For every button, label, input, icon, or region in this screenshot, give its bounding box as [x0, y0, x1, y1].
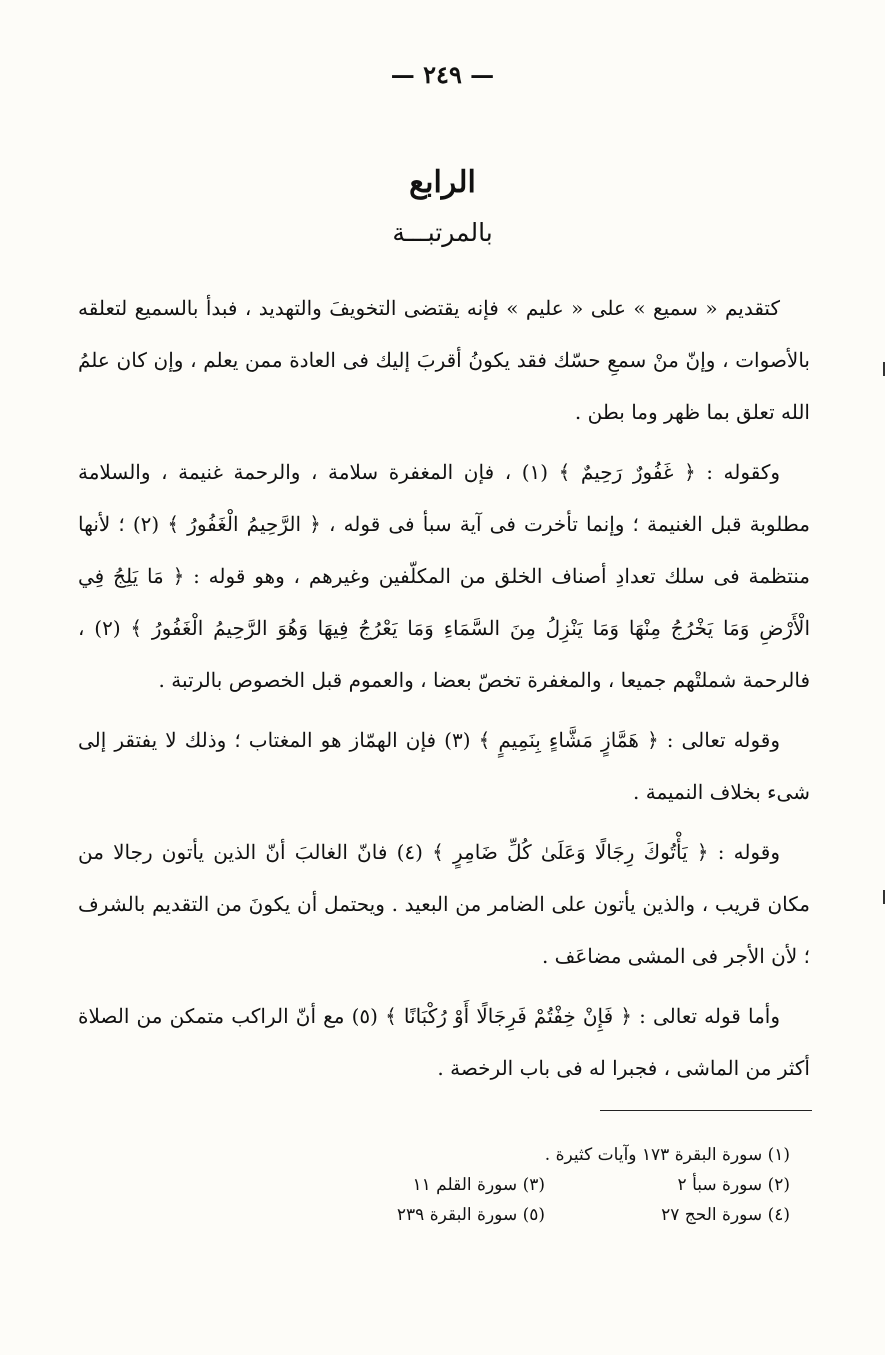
page-number: — ٢٤٩ — — [390, 60, 495, 89]
paragraph-2: وكقوله : ﴿ غَفُورٌ رَحِيمٌ ﴾ (١) ، فإن المغفرة سلامة ، والرحمة غنيمة ، والسلامة مطلوبة قبل الغنيمة ؛ وإنما تأخرت فى آية سبأ فى قوله ، ﴿ الرَّحِيمُ الْغَفُورُ ﴾ (٢) ؛ لأنها منتظمة فى سلك تعدادِ أصناف الخلق من المكلّفين وغيرهم ، وهو قوله : ﴿ مَا يَلِجُ فِي الْأَرْضِ وَمَا يَخْرُجُ مِنْهَا وَمَا يَنْزِلُ مِنَ السَّمَاءِ وَمَا يَعْرُجُ فِيهَا وَهُوَ الرَّحِيمُ الْغَفُورُ ﴾ (٢) ، فالرحمة شملتْهم جميعا ، والمغفرة تخصّ بعضا ، والعموم قبل الخصوص بالرتبة . — [78, 460, 810, 692]
paragraph-3: وقوله تعالى : ﴿ هَمَّازٍ مَشَّاءٍ بِنَمِيمٍ ﴾ (٣) فإن الهمّاز هو المغتاب ؛ وذلك لا يفتقر إلى شىء بخلاف النميمة . — [78, 728, 810, 804]
paragraph-4: وقوله : ﴿ يَأْتُوكَ رِجَالًا وَعَلَىٰ كُلِّ ضَامِرٍ ﴾ (٤) فانّ الغالبَ أنّ الذين يأتون رجالا من مكان قريب ، والذين يأتون على الضامر من البعيد . ويحتمل أن يكونَ من التقديم بالشرف ؛ لأن الأجر فى المشى مضاعَف . — [78, 840, 810, 968]
paragraph-5: وأما قوله تعالى : ﴿ فَإِنْ خِفْتُمْ فَرِجَالًا أَوْ رُكْبَانًا ﴾ (٥) مع أنّ الراكب متمكن من الصلاة أكثر من الماشى ، فجبرا له فى باب الرخصة . — [78, 1004, 810, 1080]
section-subheading: بالمرتبـــة — [392, 218, 493, 247]
footnote-5: (٥) سورة البقرة ٢٣٩ — [396, 1205, 545, 1225]
footnote-1: (١) سورة البقرة ١٧٣ وآيات كثيرة . — [544, 1145, 790, 1165]
footnote-3: (٣) سورة القلم ١١ — [412, 1175, 545, 1195]
footnotes — [300, 1140, 790, 1230]
footnote-2: (٢) سورة سبأ ٢ — [677, 1175, 790, 1195]
footnote-rule — [600, 1110, 812, 1111]
section-heading: الرابع — [409, 165, 476, 200]
paragraph-1: كتقديم « سميع » على « عليم » فإنه يقتضى التخويفَ والتهديد ، فبدأ بالسميع لتعلقه بالأصوات ، وإنّ منْ سمعِ حسّك فقد يكونُ أقربَ إليك فى العادة ممن يعلم ، وإن كان علمُ الله تعلق بما ظهر وما بطن . — [78, 296, 810, 424]
body-text — [78, 282, 810, 1102]
footnote-4: (٤) سورة الحج ٢٧ — [661, 1205, 790, 1225]
